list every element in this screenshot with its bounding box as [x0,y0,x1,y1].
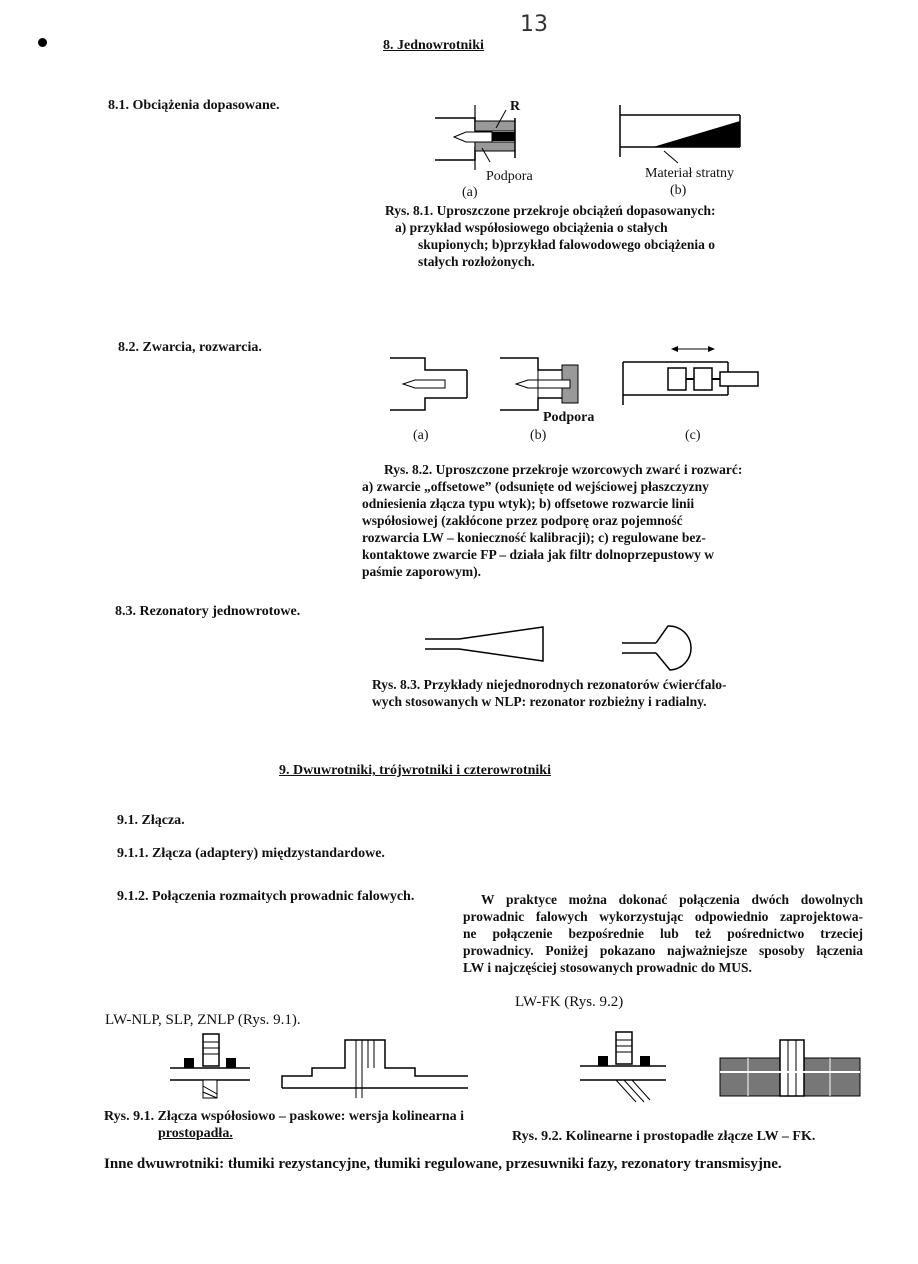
caption-line: paśmie zaporowym). [362,564,481,579]
caption-line: Rys. 8.2. Uproszczone przekroje wzorcowych zwarć i rozwarć: [384,462,743,477]
caption-line: rozwarcia LW – konieczność kalibracji); c) regulowane bez- [362,530,706,545]
heading-9: 9. Dwuwrotniki, trójwrotniki i czterowrotniki [279,763,551,778]
caption-line: a) zwarcie „offsetowe” (odsunięte od wejściowej płaszczyzny [362,479,709,494]
fig-8-3-caption [372,676,782,710]
caption-line: odniesienia złącza typu wtyk); b) offsetowe rozwarcie linii [362,496,695,511]
fig-8-2-label-a: (a) [413,428,429,443]
fig-8-2c-waveguide-short [618,340,763,410]
fig-8-1-label-r: R [510,99,521,114]
caption-line: skupionych; b)przykład falowodowego obciążenia o [418,237,716,252]
fig-9-2a-coax-finline-collinear [580,1030,690,1105]
fig-8-2b-offset-open [498,355,588,415]
fig-9-2b-coax-finline-perpendicular [718,1038,863,1103]
fig-9-1a-coax-strip-collinear [170,1032,280,1102]
waveguide-connection-paragraph [463,891,863,976]
fig-8-2-label-podpora: Podpora [543,410,595,425]
fig-8-2a-offset-short [385,355,475,415]
fig-8-1-label-material: Materiał stratny [645,166,735,181]
section-8-1-title: 8.1. Obciążenia dopasowane. [108,98,280,113]
fig-8-2-caption [362,461,778,580]
page-number: 13 [520,12,548,37]
fig-8-1-label-podpora: Podpora [486,169,533,184]
paragraph-line: ne połączenie bezpośrednie lub też pośrednictwo trzeciej [463,926,863,941]
fig-8-3-radial-resonator [622,620,702,680]
caption-line: Rys. 8.3. Przykłady niejednorodnych rezonatorów ćwierćfalo- [372,677,727,692]
caption-line: Rys. 9.1. Złącza współosiowo – paskowe: wersja kolinearna i [104,1109,465,1124]
footer-other-two-ports: Inne dwuwrotniki: tłumiki rezystancyjne, tłumiki regulowane, przesuwniki fazy, rezonatory transmisyjne. [104,1156,782,1172]
paragraph-line: W praktyce można dokonać połączenia dwóch dowolnych [481,892,863,907]
section-9-1-1-title: 9.1.1. Złącza (adaptery) międzystandardowe. [117,846,385,861]
fig-8-1-caption [385,202,785,270]
fig-9-1-caption [104,1108,484,1142]
fig-8-2-label-c: (c) [685,428,701,443]
fig-8-1-label-a: (a) [462,185,478,200]
fig-9-1b-coax-strip-perpendicular [280,1038,480,1098]
caption-line: stałych rozłożonych. [418,254,535,269]
paragraph-line: LW i najczęściej stosowanych prowadnic do MUS. [463,960,752,975]
caption-line: prostopadła. [158,1126,233,1141]
section-8-2-title: 8.2. Zwarcia, rozwarcia. [118,340,262,355]
caption-line: kontaktowe zwarcie FP – działa jak filtr dolnoprzepustowy w [362,547,714,562]
paragraph-line: prowadnic falowych wykorzystując odpowiednio zaprojektowa- [463,909,863,924]
lw-nlp-label: LW-NLP, SLP, ZNLP (Rys. 9.1). [105,1012,301,1028]
fig-8-1a-coax-load [430,100,550,170]
fig-9-2-caption: Rys. 9.2. Kolinearne i prostopadłe złącze LW – FK. [512,1129,816,1144]
section-9-1-2-title: 9.1.2. Połączenia rozmaitych prowadnic falowych. [117,889,415,904]
lw-fk-label: LW-FK (Rys. 9.2) [515,994,624,1010]
section-9-1-title: 9.1. Złącza. [117,813,185,828]
punch-hole-dot [38,38,47,47]
heading-8: 8. Jednowrotniki [383,38,484,53]
caption-line: współosiowej (zakłócone przez podporę oraz pojemność [362,513,683,528]
fig-8-2-label-b: (b) [530,428,547,443]
caption-line: wych stosowanych w NLP: rezonator rozbieżny i radialny. [372,694,707,709]
caption-line: Rys. 8.1. Uproszczone przekroje obciążeń dopasowanych: [385,203,716,218]
paragraph-line: prowadnicy. Poniżej pokazano najważniejsze sposoby łączenia [463,943,863,958]
fig-8-3-radial-stub-resonator [425,625,545,675]
section-8-3-title: 8.3. Rezonatory jednowrotowe. [115,604,301,619]
fig-8-1-label-b: (b) [670,183,687,198]
caption-line: a) przykład współosiowego obciążenia o stałych [395,220,668,235]
fig-8-1b-waveguide-load [618,105,748,165]
